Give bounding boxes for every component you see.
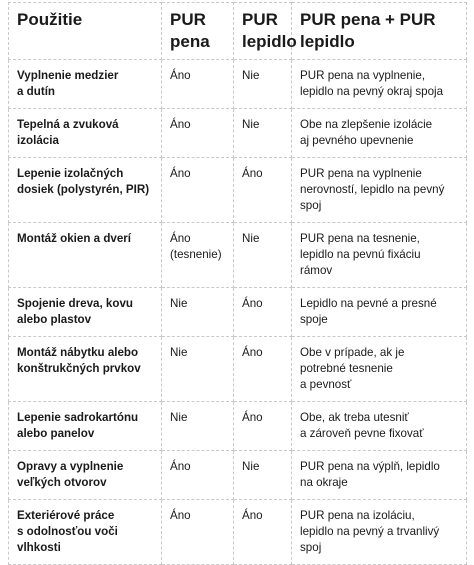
cell-combination xyxy=(292,337,467,402)
cell-use-line: Tepelná a zvuková xyxy=(17,118,119,131)
cell-use-line: a dutín xyxy=(17,85,55,98)
cell-pur-pena xyxy=(162,402,234,451)
table-row xyxy=(9,60,467,109)
cell-pur-pena-line: Nie xyxy=(170,297,188,310)
cell-use-line: Lepenie izolačných xyxy=(17,167,124,180)
cell-use-line: dosiek (polystyrén, PIR) xyxy=(17,183,150,196)
cell-use-line: alebo plastov xyxy=(17,313,92,326)
cell-use-line: Spojenie dreva, kovu xyxy=(17,297,133,310)
header-combination-line: lepidlo xyxy=(300,32,355,51)
cell-combination xyxy=(292,402,467,451)
cell-pur-pena-line: Nie xyxy=(170,346,188,359)
cell-use-line: Opravy a vyplnenie xyxy=(17,460,124,473)
cell-use-line: Montáž okien a dverí xyxy=(17,232,132,245)
cell-pur-pena xyxy=(162,158,234,223)
cell-use-line: veľkých otvorov xyxy=(17,476,107,489)
cell-combination xyxy=(292,451,467,500)
cell-use-line: konštrukčných prvkov xyxy=(17,362,141,375)
cell-combination-line: Obe, ak treba utesniť xyxy=(300,411,409,424)
cell-use xyxy=(9,223,162,288)
cell-combination-line: nerovností, lepidlo na pevný xyxy=(300,183,445,196)
cell-pur-pena xyxy=(162,451,234,500)
cell-combination xyxy=(292,60,467,109)
cell-combination xyxy=(292,109,467,158)
cell-pur-lepidlo xyxy=(234,288,292,337)
cell-combination-line: Lepidlo na pevné a presné xyxy=(300,297,437,310)
cell-combination-line: PUR pena na vyplnenie, xyxy=(300,69,426,82)
cell-pur-pena-line: Áno xyxy=(170,232,191,245)
cell-pur-pena-line: Nie xyxy=(170,411,188,424)
table-row xyxy=(9,402,467,451)
cell-use xyxy=(9,158,162,223)
cell-use-line: vlhkosti xyxy=(17,541,61,554)
cell-pur-pena xyxy=(162,288,234,337)
cell-combination-line: lepidlo na pevný okraj spoja xyxy=(300,85,444,98)
cell-combination-line: PUR pena na izoláciu, xyxy=(300,509,415,522)
header-pur-lepidlo-line: lepidlo xyxy=(242,32,297,51)
cell-combination-line: spoje xyxy=(300,313,328,326)
cell-pur-lepidlo-line: Áno xyxy=(242,346,263,359)
cell-use-line: s odolnosťou voči xyxy=(17,525,118,538)
table-row xyxy=(9,288,467,337)
cell-use xyxy=(9,500,162,565)
cell-pur-lepidlo-line: Nie xyxy=(242,118,260,131)
cell-use-line: Vyplnenie medzier xyxy=(17,69,119,82)
cell-combination-line: lepidlo na pevný a trvanlivý xyxy=(300,525,440,538)
cell-combination-line: potrebné tesnenie xyxy=(300,362,393,375)
cell-use xyxy=(9,402,162,451)
cell-combination-line: aj pevného upevnenie xyxy=(300,134,414,147)
cell-pur-lepidlo-line: Áno xyxy=(242,509,263,522)
cell-pur-pena xyxy=(162,109,234,158)
cell-pur-pena xyxy=(162,500,234,565)
cell-combination-line: na okraje xyxy=(300,476,348,489)
cell-pur-lepidlo xyxy=(234,337,292,402)
header-combination xyxy=(292,3,467,60)
cell-pur-lepidlo xyxy=(234,402,292,451)
cell-use xyxy=(9,451,162,500)
cell-pur-pena-line: Áno xyxy=(170,69,191,82)
cell-combination-line: spoj xyxy=(300,541,322,554)
cell-pur-lepidlo-line: Áno xyxy=(242,297,263,310)
cell-pur-pena xyxy=(162,60,234,109)
table-body xyxy=(9,60,467,565)
cell-pur-lepidlo-line: Nie xyxy=(242,232,260,245)
cell-combination-line: PUR pena na vyplnenie xyxy=(300,167,422,180)
cell-pur-lepidlo-line: Nie xyxy=(242,69,260,82)
cell-combination xyxy=(292,500,467,565)
cell-combination-line: spoj xyxy=(300,199,322,212)
cell-use-line: Lepenie sadrokartónu xyxy=(17,411,139,424)
header-row xyxy=(9,3,467,60)
header-pur-pena-line: PUR xyxy=(170,10,206,29)
cell-pur-lepidlo xyxy=(234,451,292,500)
cell-pur-pena xyxy=(162,223,234,288)
cell-use-line: Exteriérové práce xyxy=(17,509,115,522)
table-row xyxy=(9,337,467,402)
header-pur-lepidlo-line: PUR xyxy=(242,10,278,29)
cell-combination-line: PUR pena na výplň, lepidlo xyxy=(300,460,440,473)
cell-use xyxy=(9,60,162,109)
header-use-line: Použitie xyxy=(17,10,83,29)
cell-combination-line: a zároveň pevne fixovať xyxy=(300,427,424,440)
cell-combination-line: Obe v prípade, ak je xyxy=(300,346,405,359)
table-row xyxy=(9,451,467,500)
cell-pur-lepidlo xyxy=(234,223,292,288)
cell-combination xyxy=(292,223,467,288)
cell-combination-line: rámov xyxy=(300,264,333,277)
cell-use xyxy=(9,288,162,337)
cell-use xyxy=(9,109,162,158)
header-use xyxy=(9,3,162,60)
cell-combination-line: Obe na zlepšenie izolácie xyxy=(300,118,433,131)
table-row xyxy=(9,223,467,288)
cell-use-line: alebo panelov xyxy=(17,427,95,440)
cell-pur-lepidlo-line: Áno xyxy=(242,167,263,180)
cell-combination-line: a pevnosť xyxy=(300,378,352,391)
cell-pur-pena-line: Áno xyxy=(170,460,191,473)
header-combination-line: PUR pena + PUR xyxy=(300,10,436,29)
header-pur-pena xyxy=(162,3,234,60)
cell-pur-lepidlo xyxy=(234,158,292,223)
cell-combination-line: lepidlo na pevnú fixáciu xyxy=(300,248,421,261)
cell-pur-pena xyxy=(162,337,234,402)
header-pur-pena-line: pena xyxy=(170,32,210,51)
cell-pur-lepidlo-line: Nie xyxy=(242,460,260,473)
cell-pur-lepidlo xyxy=(234,500,292,565)
table-row xyxy=(9,158,467,223)
comparison-table xyxy=(8,2,467,565)
table-row xyxy=(9,500,467,565)
cell-pur-pena-line: Áno xyxy=(170,167,191,180)
cell-use xyxy=(9,337,162,402)
cell-pur-lepidlo-line: Áno xyxy=(242,411,263,424)
table-row xyxy=(9,109,467,158)
cell-combination xyxy=(292,288,467,337)
cell-pur-lepidlo xyxy=(234,60,292,109)
cell-use-line: Montáž nábytku alebo xyxy=(17,346,139,359)
cell-combination-line: PUR pena na tesnenie, xyxy=(300,232,420,245)
cell-pur-lepidlo xyxy=(234,109,292,158)
cell-pur-pena-line: (tesnenie) xyxy=(170,248,222,261)
cell-pur-pena-line: Áno xyxy=(170,509,191,522)
cell-combination xyxy=(292,158,467,223)
header-pur-lepidlo xyxy=(234,3,297,60)
cell-use-line: izolácia xyxy=(17,134,59,147)
cell-pur-pena-line: Áno xyxy=(170,118,191,131)
